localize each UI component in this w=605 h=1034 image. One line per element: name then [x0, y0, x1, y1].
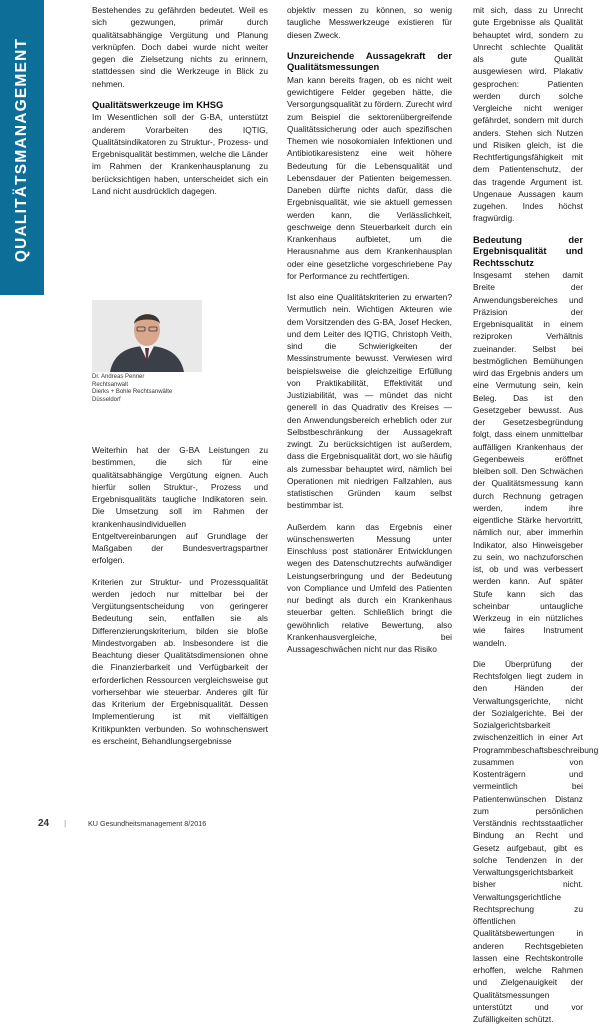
- paragraph: mit sich, dass zu Unrecht gute Ergebnisse als Qualität behauptet wird, sondern zu Unrecht schlechte Qualität als gute Qualität ausgewiesen wird. Plakativ gesprochen: Patienten werden durch solche Vergleiche nicht weniger gefährdet, sondern mit durch anders. Stehen sich Nutzen und Risiken gleich, ist die Rechtfertigungsfähigkeit mit dem Patientenschutz, der das tragende Argument ist. Ungenaue Aussagen kaum zugehen. Indes höchst fragwürdig.: [473, 5, 583, 224]
- section-title: QUALITÄTSMANAGEMENT: [13, 37, 30, 263]
- subheading: Bedeutung der Ergebnisqualität und Rechtsschutz: [473, 233, 583, 268]
- paragraph: Insgesamt stehen damit Breite der Anwendungsbereiches und Präzision der Ergebnisqualität in einem reziproken Verhältnis zueinander. Selbst bei bestmöglichen Bemühungen wird das Ergebnis anders um eine Vermutung sein, kein Beleg. Das ist den Gesetzgeber bewusst. Aus der Gesetzesbegründung folgt, dass einem unmittelbar auffälligen Krankenhaus der Gegenbeweis eröffnet bleiben soll. Den Schwächen der Qualitätsmessung kann durch Rechnung getragen werden, indem ihre eigentliche Stärke hervortritt, nämlich nur, aber immerhin Indikator, also Hinweisgeber zu sein, wo nachzuforschen ist, ob und was verbessert werden kann. Auf später Stufe kann sich das scheinbar untaugliche Werkzeug in ein nützliches wie faires Instrument wandeln.: [473, 270, 583, 648]
- author-title: Rechtsanwalt: [92, 381, 129, 388]
- author-firm: Dierks + Bohle Rechtsanwälte: [92, 389, 173, 396]
- paragraph: Man kann bereits fragen, ob es nicht weit gewichtigere Felder gegeben hätte, die Versorgungsqualität zu fördern. Zurecht wird zum Beispiel die sektorenübergreifende Qualitätssicherung oder auch spezifischen Themen wie nosokomialen Infektionen und Antibiotikaresistenz eine weit höhere Bedeutung für die Lebensqualität und Lebensdauer der Patienten beigemessen. Daneben dürfte nichts dafür, dass die Ergebnisqualität, wie sie aktuell gemessen werden kann, die Verlässlichkeit, geschweige denn Steuerbarkeit durch ein Krankenhaus aufbietet, um die Herausnahme aus dem Krankenhausplan oder eine gesetzliche vorgeschriebene Pay for Performance zu rechtfertigen.: [287, 74, 452, 281]
- paragraph: Ist also eine Qualitätskriterien zu erwarten? Vermutlich nein. Wichtigen Akteuren wie dem Vorsitzenden des G-BA, Josef Hecken, und dem Leiter des IQTIG, Christoph Veith, sind die Schwierigkeiten der Messinstrumente bewusst. Verwiesen wird beispielsweise die gleichzeitige Erfüllung von Praktikabilität, Effektivität und Justiziabilität, was — mündet das nicht generell in das Quadrativ des Kreises — den Anwendungsbereich erheblich oder zur Selbstbeschränkung der Aussagekraft zwingt. Zu berücksichtigen ist außerdem, dass die Ergebnisqualität dort, wo sie häufig als zumessbar behauptet wird, nämlich bei Operationen mit niedrigen Fallzahlen, aus statistischen Gründen kaum selbst bestimmbar ist.: [287, 292, 452, 511]
- footer-separator: |: [64, 818, 67, 828]
- subheading: Unzureichende Aussagekraft der Qualitätsmessungen: [287, 49, 452, 73]
- column-1-top: [92, 4, 268, 206]
- page-number: 24: [38, 818, 50, 829]
- publication-name: KU Gesundheitsmanagement 8/2016: [88, 819, 207, 828]
- column-1-bottom: [92, 444, 268, 756]
- paragraph: Weiterhin hat der G-BA Leistungen zu bestimmen, die sich für eine qualitätsabhängige Vergütung eignen. Auch hierfür sollen Struktur-, Prozess und Ergebnisqualitäts taugliche Indikatoren sein. Die Umsetzung soll im Rahmen der krankenhausindividuellen Entgeltvereinbarungen auf Grundlage der Maßgaben der Bundesvertragspartner erfolgen.: [92, 445, 268, 566]
- paragraph: objektiv messen zu können, so wenig taugliche Messwerkzeuge existieren für diesen Zweck.: [287, 5, 452, 40]
- photo-caption: [92, 374, 207, 404]
- paragraph: Im Wesentlichen soll der G-BA, unterstützt anderem Vorarbeiten des IQTIG, Qualitätsindikatoren zu Struktur-, Prozess- und Ergebnisqualität bestimmen, welche die Länder im Rahmen der Krankenhausplanung zu berücksichtigen haben, unterscheidet sich ein Land nicht ausdrücklich dagegen.: [92, 112, 268, 196]
- column-3: [473, 4, 599, 1034]
- page-footer: [38, 818, 598, 832]
- author-city: Düsseldorf: [92, 396, 121, 403]
- column-2: [287, 4, 452, 664]
- subheading: Qualitätswerkzeuge im KHSG: [92, 98, 224, 110]
- paragraph: Außerdem kann das Ergebnis einer wünschenswerten Messung unter Einschluss post stationärer Entwicklungen wegen des Datenschutzrechts aufwändiger Leistungserbringung und der Bedeutung von Compliance und Umfeld des Patienten nur bedingt als durch ein Krankenhaus steuerbar gelten. Schließlich bringt die gewöhnlich relative Bewertung, also Krankenhausvergleiche, bei Aussageschwächen nicht nur das Risiko: [287, 521, 452, 654]
- paragraph: Die Überprüfung der Rechtsfolgen liegt zudem in den Händen der Verwaltungsgerichte, nicht der Sozialgerichte. Bei der Sozialgerichtsbarkeit zwischenzeitlich in einer Art Programmbeschaftsbeschreibung zusammen von Kostenträgern und vermeintlich bei Patientenwünschen Distanz zum persönlichen Verständnis rechtsstaatlicher Bindung an Recht und Gesetz aufgebaut, gibt es solche Tendenzen in der Verwaltungsgerichtsbarkeit bisher nicht. Verwaltungsgerichtliche Rechtsprechung zu öffentlichen Qualitätsbewertungen in anderen Rechtsgebieten lassen eine Rechtskontrolle erhoffen, welche Rahmen und Zielgenauigkeit der Qualitätsmessungen unterstützt und vor Zufälligkeiten schützt.: [473, 658, 599, 1024]
- portrait-image: [92, 300, 202, 372]
- paragraph: Kriterien zur Struktur- und Prozessqualität werden jedoch nur mittelbar bei der Vergütungsentscheidung von geringerer Bedeutung sein, entfallen sie als Differenzierungskriterium, bilden sie bloße Mindestvorgaben ab. Insbesondere ist die Beachtung dieser Qualitätsdimensionen ohne die Finanzierbarkeit und Verfügbarkeit der erforderlichen Ressourcen vergleichsweise gut vorhersehbar wie steuerbar. Anderes gilt für das Kriterium der Ergebnisqualität. Dessen Implementierung ist mit vielfältigen Kritikpunkten verbunden. So wohnschenswert es erscheint, Behandlungsergebnisse: [92, 576, 268, 746]
- author-name: Dr. Andreas Penner: [92, 374, 145, 380]
- paragraph: Bestehendes zu gefährden bedeutet. Weil es sich gezwungen, primär durch qualitätsabhängige Vergütung und Planung verknüpfen. Doch dabei wurde nicht weiter gegen die Zielsetzung nichts zu erinnern, stattdessen sind die Werkzeuge in Blick zu nehmen.: [92, 5, 268, 89]
- sidebar-band: [0, 0, 44, 295]
- author-photo: [92, 300, 202, 372]
